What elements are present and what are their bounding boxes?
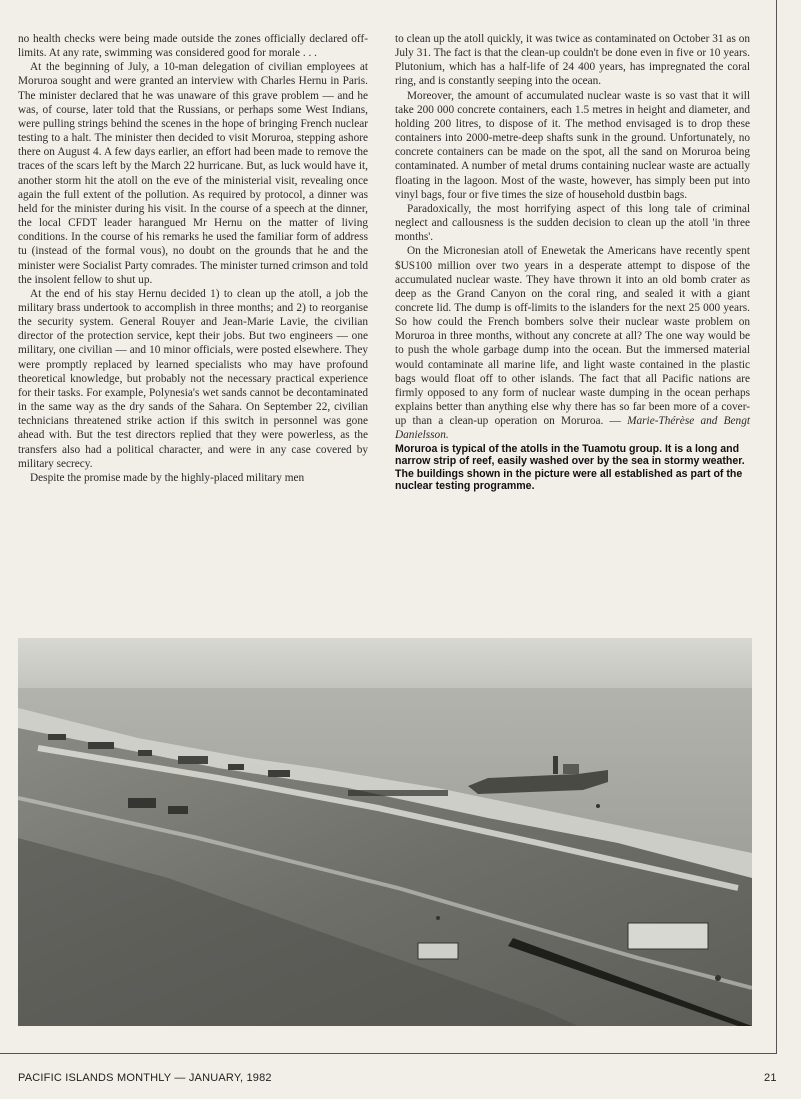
atoll-photograph xyxy=(18,638,752,1026)
footer-publication-title: PACIFIC ISLANDS MONTHLY — JANUARY, 1982 xyxy=(18,1072,272,1084)
article-paragraph-final xyxy=(395,244,750,442)
article-left-column xyxy=(18,32,368,485)
article-paragraph: Moreover, the amount of accumulated nuclear waste is so vast that it will take 200 000 concrete containers, each 1.5 metres in height and diameter, and holding 200 litres, to dispose of it. The method envisaged is to drop these containers into 2000-metre-deep shafts sunk in the ground. Unfortunately, no concrete containers can be made on the spot, all the sand on Moruroa being contaminated. A number of metal drums containing nuclear waste are actually floating in the lagoon. Most of the waste, however, has simply been put into vinyl bags, four or five times the size of household dustbin bags. xyxy=(395,89,750,201)
article-paragraph: At the beginning of July, a 10-man delegation of civilian employees at Moruroa sought and were granted an interview with Charles Hernu in Paris. The minister declared that he was unaware of this grave problem — and he was, of course, later told that the Russians, or perhaps some West Indians, were pulling strings behind the scenes in the hope of bringing French nuclear testing to a halt. The minister then decided to visit Moruroa, stepping ashore there on August 4. A few days earlier, an effort had been made to remove the traces of the scars left by the March 22 hurricane. But, as luck would have it, another storm hit the atoll on the eve of the ministerial visit, revealing once again the full extent of the pollution. As required by protocol, a dinner was held for the minister during his visit. In the course of a speech at the dinner, the local CFDT leader harangued Mr Hernu on the matter of living conditions. In the course of his remarks he used the familiar form of address tu (instead of the formal vous), no doubt on the grounds that he and the minister were Socialist Party comrades. The minister turned crimson and told the insolent fellow to shut up. xyxy=(18,61,368,286)
author-signature: Marie-Thérèse and Bengt Danielsson. xyxy=(395,415,750,442)
article-paragraph: Despite the promise made by the highly-placed military men xyxy=(30,471,305,484)
page-border-right xyxy=(776,0,777,1054)
article-right-column xyxy=(395,32,750,493)
article-paragraph: to clean up the atoll quickly, it was twice as contaminated on October 31 as on July 31. The fact is that the clean-up couldn't be done even in five or 10 years. Plutonium, which has a half-life of 24 400 years, has impregnated the coral ring, and is constantly seeping into the ocean. xyxy=(395,33,750,88)
page-number: 21 xyxy=(764,1072,777,1084)
article-paragraph-text: On the Micronesian atoll of Enewetak the Americans have recently spent $US100 million over two years in a desperate attempt to dispose of the accumulated nuclear waste. They have thrown it into an old bomb crater as deep as the Grand Canyon on the coral ring, and sealed it with a giant concrete lid. The dump is off-limits to the islanders for the next 25 000 years. So how could the French bombers solve their nuclear waste problem on Moruroa in three months, without any concrete at all? The one way would be to push the whole garbage dump into the ocean. But the immersed material would contaminate all marine life, and light waste contained in the plastic bags would float off to other islands. The fact that all Pacific nations are firmly opposed to any form of nuclear waste dumping in the ocean perhaps explains better than anything else why there has so far been more of a cover-up than a clean-up operation on Moruroa. — xyxy=(395,245,750,428)
atoll-photo-illustration xyxy=(18,638,752,1026)
article-paragraph: Paradoxically, the most horrifying aspect of this long tale of criminal neglect and callousness is the sudden decision to clean up the atoll 'in three months'. xyxy=(395,202,750,244)
article-paragraph: no health checks were being made outside the zones officially declared off-limits. At any rate, swimming was considered good for morale . . . xyxy=(18,33,368,60)
page-border-bottom xyxy=(0,1053,777,1054)
article-paragraph: At the end of his stay Hernu decided 1) to clean up the atoll, a job the military brass undertook to accomplish in three months; and 2) to reorganise the security system. General Rouyer and Jean-Marie Lavie, the civilian director of the protection service, kept their jobs. But two engineers — one military, one civilian — and 10 minor officials, were posted elsewhere. They were promptly replaced by learned specialists who may have profound theoretical knowledge, but probably not the necessary practical experience for their tasks. For example, Polynesia's wet sands cannot be decontaminated in the same way as the dry sands of the Sahara. On September 22, civilian technicians threatened strike action if this switch in personnel was gone ahead with. But the test directors replied that they were powerless, as the transfers also had a political character, and were in any case covered by military secrecy. xyxy=(18,287,368,470)
photo-caption: Moruroa is typical of the atolls in the Tuamotu group. It is a long and narrow strip of reef, easily washed over by the sea in stormy weather. The buildings shown in the picture were all established as part of the nuclear testing programme. xyxy=(395,442,745,493)
